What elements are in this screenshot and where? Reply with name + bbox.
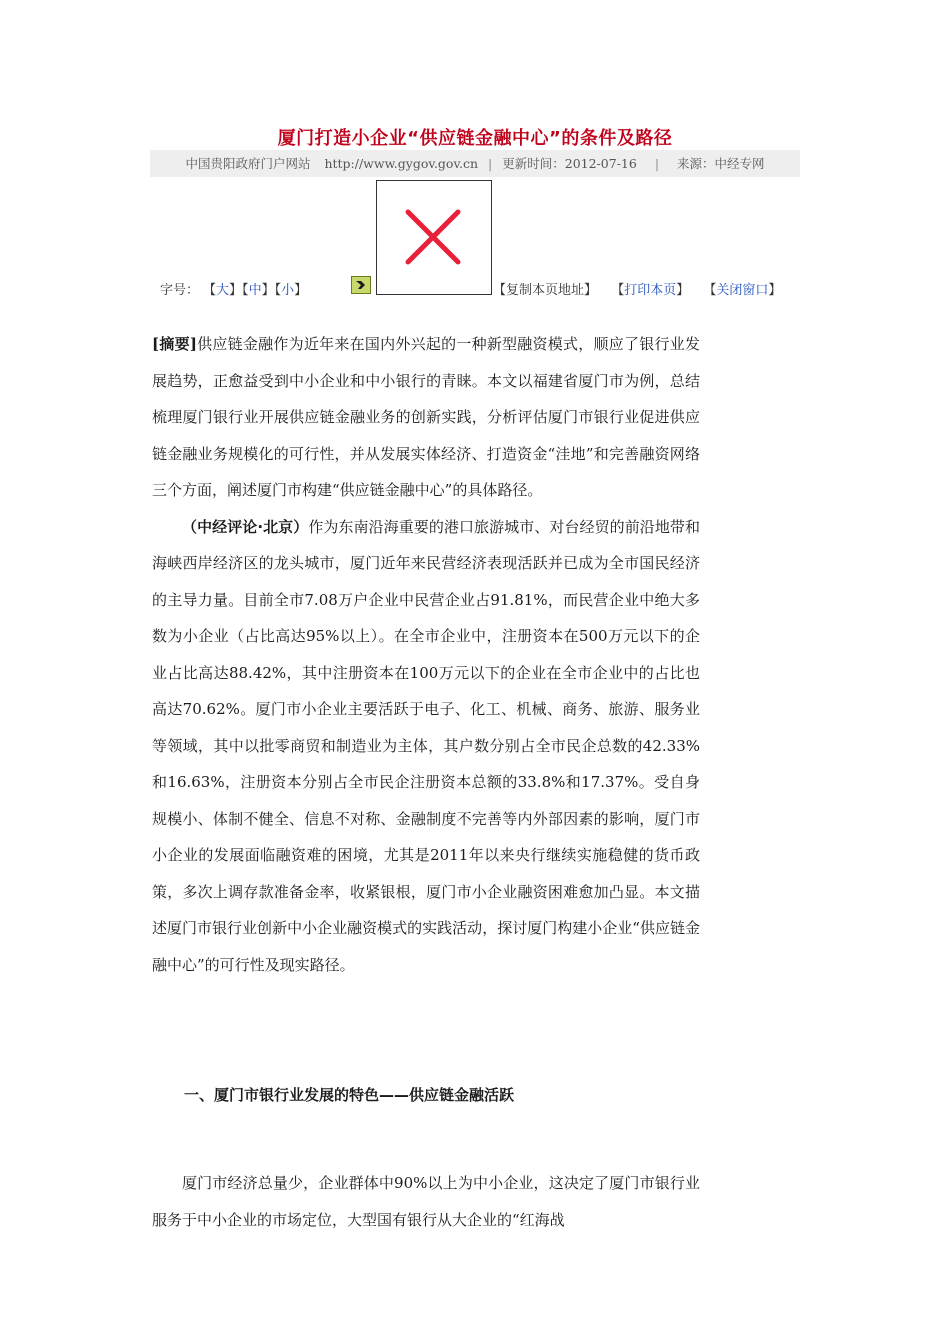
section-heading: 一、厦门市银行业发展的特色——供应链金融活跃	[184, 1086, 515, 1104]
article-title: 厦门打造小企业“供应链金融中心”的条件及路径	[277, 128, 673, 149]
site-url: http://www.gygov.gov.cn	[324, 156, 479, 171]
meta-divider: |	[488, 156, 493, 171]
font-size-small-link[interactable]: 小	[281, 283, 295, 298]
copy-page-link[interactable]: 复制本页地址	[506, 283, 585, 298]
article-body	[152, 326, 700, 983]
site-name: 中国贵阳政府门户网站	[185, 156, 311, 171]
article-meta-bar	[150, 150, 800, 177]
abstract-label: [摘要]	[152, 335, 197, 353]
broken-image-placeholder	[376, 180, 492, 295]
print-page-link[interactable]: 打印本页	[624, 283, 677, 298]
intro-text: 作为东南沿海重要的港口旅游城市、对台经贸的前沿地带和海峡西岸经济区的龙头城市，厦门近年来民营经济表现活跃并已成为全市国民经济的主导力量。目前全市7.08万户企业中民营企业占91.81%，而民营企业中绝大多数为小企业（占比高达95%以上）。在全市企业中，注册资本在500万元以下的企业占比高达88.42%，其中注册资本在100万元以下的企业在全市企业中的占比也高达70.62%。厦门市小企业主要活跃于电子、化工、机械、商务、旅游、服务业等领域，其中以批零商贸和制造业为主体，其户数分别占全市民企总数的42.33%和16.63%，注册资本分别占全市民企注册资本总额的33.8%和17.37%。受自身规模小、体制不健全、信息不对称、金融制度不完善等内外部因素的影响，厦门市小企业的发展面临融资难的困境，尤其是2011年以来央行继续实施稳健的货币政策，多次上调存款准备金率，收紧银根，厦门市小企业融资困难愈加凸显。本文描述厦门市银行业创新中小企业融资模式的实践活动，探讨厦门构建小企业“供应链金融中心”的可行性及现实路径。	[152, 517, 700, 974]
intro-paragraph	[152, 509, 700, 984]
meta-divider: |	[654, 156, 660, 171]
font-size-options: 【大】【中】【小】	[203, 283, 308, 298]
article-source: 来源：中经专网	[677, 156, 765, 171]
abstract-text: 供应链金融作为近年来在国内外兴起的一种新型融资模式，顺应了银行业发展趋势，正愈益受到中小企业和中小银行的青睐。本文以福建省厦门市为例，总结梳理厦门银行业开展供应链金融业务的创新实践，分析评估厦门市银行业促进供应链金融业务规模化的可行性，并从发展实体经济、打造资金“洼地”和完善融资网络三个方面，阐述厦门市构建“供应链金融中心”的具体路径。	[152, 335, 700, 499]
page-tools: 【复制本页地址】 【打印本页】 【关闭窗口】	[493, 283, 782, 298]
font-size-label: 字号：	[160, 283, 200, 298]
section-body	[152, 1150, 700, 1253]
font-size-medium-link[interactable]: 中	[248, 283, 262, 298]
broken-image-icon	[377, 181, 489, 292]
copy-icon[interactable]	[351, 276, 371, 294]
font-size-large-link[interactable]: 大	[216, 283, 230, 298]
intro-lead: （中经评论·北京）	[182, 517, 309, 536]
update-time: 更新时间：2012-07-16	[502, 156, 637, 171]
close-window-link[interactable]: 关闭窗口	[716, 283, 769, 298]
abstract-paragraph	[152, 326, 700, 509]
section-paragraph: 厦门市经济总量少，企业群体中90%以上为中小企业，这决定了厦门市银行业服务于中小企业的市场定位，大型国有银行从大企业的“红海战	[152, 1174, 700, 1229]
